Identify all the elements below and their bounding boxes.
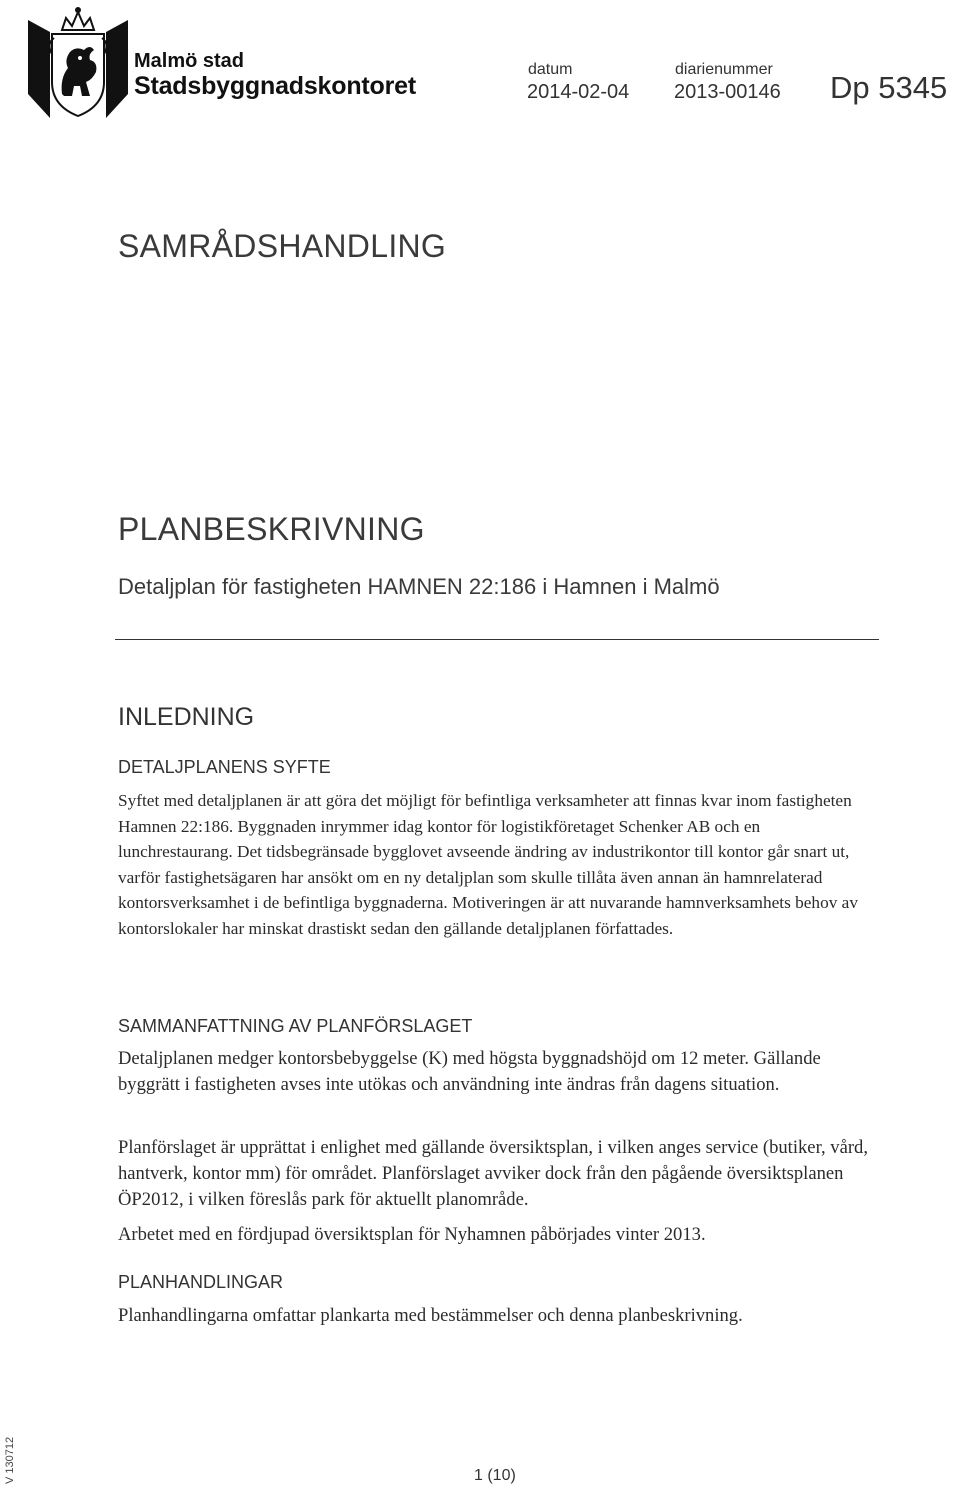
paragraph-syfte: Syftet med detaljplanen är att göra det möjligt för befintliga verksamheter att finnas kvar inom fastigheten Hamnen 22:186. Byggnaden inrymmer idag kontor för logistikföretaget Schenker AB och en lunchrestaurang. Det tidsbegränsade bygglovet avseende ändring av industrikontor till kontor går snart ut, varför fastighetsägaren har ansökt om en ny detaljplan som skulle tillåta även annan än hamnrelaterad kontorsverksamhet i de befintliga byggnaderna. Motiveringen är att nuvarande hamnverksamhets behov av kontorslokaler har minskat drastiskt sedan den gällande detaljplanen författades. <box>118 791 858 938</box>
paragraph-sammanfattning-1: Detaljplanen medger kontorsbebyggelse (K) med högsta byggnadshöjd om 12 meter. Gällande byggrätt i fastigheten avses inte utökas och användning inte ändras från dagens situation. <box>118 1048 821 1095</box>
document-subtitle: Detaljplan för fastigheten HAMNEN 22:186 i Hamnen i Malmö <box>118 574 720 599</box>
diary-number-value: 2013-00146 <box>674 81 781 103</box>
section-heading-inledning: INLEDNING <box>118 703 255 731</box>
paragraph-sammanfattning-2: Planförslaget är upprättat i enlighet med gällande översiktsplan, i vilken anges service (butiker, vård, hantverk, kontor mm) för området. Planförslaget avviker dock från den pågående översiktsplanen ÖP2012, i vilken föreslås park för aktuellt planområde. <box>118 1137 868 1210</box>
subheading-planhandlingar: PLANHANDLINGAR <box>118 1272 284 1292</box>
date-value: 2014-02-04 <box>527 81 630 103</box>
paragraph-sammanfattning-3: Arbetet med en fördjupad översiktsplan för Nyhamnen påbörjades vinter 2013. <box>118 1224 706 1245</box>
document-title: PLANBESKRIVNING <box>118 511 425 547</box>
subheading-sammanfattning: SAMMANFATTNING AV PLANFÖRSLAGET <box>118 1016 473 1036</box>
title-divider <box>115 639 879 640</box>
malmo-griffin-crest-icon <box>28 4 128 122</box>
page-number: 1 (10) <box>474 1467 516 1484</box>
date-label: datum <box>528 61 573 78</box>
plan-number: Dp 5345 <box>830 70 948 105</box>
department-name: Stadsbyggnadskontoret <box>134 72 416 100</box>
org-name: Malmö stad <box>134 50 245 72</box>
subheading-syfte: DETALJPLANENS SYFTE <box>118 757 331 777</box>
document-type: SAMRÅDSHANDLING <box>118 228 447 264</box>
diary-number-label: diarienummer <box>675 61 773 78</box>
template-version-code: V 130712 <box>4 1436 16 1484</box>
paragraph-planhandlingar: Planhandlingarna omfattar plankarta med bestämmelser och denna planbeskrivning. <box>118 1305 743 1326</box>
